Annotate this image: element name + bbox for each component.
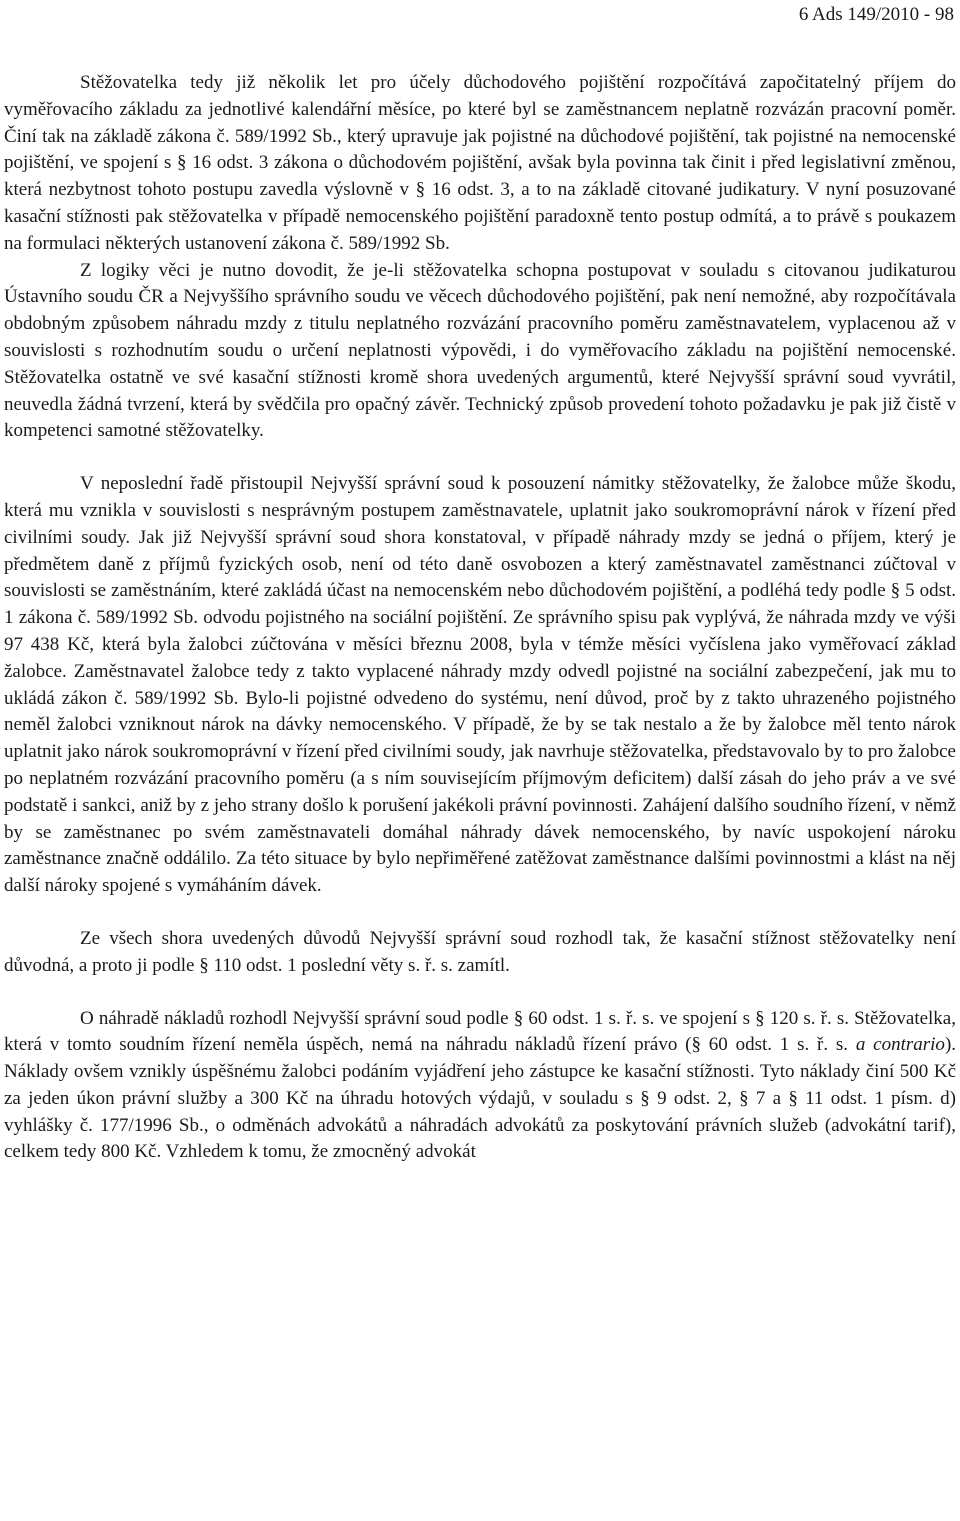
paragraph-4: [4, 926, 956, 980]
paragraph-5-text-start: O náhradě nákladů rozhodl Nejvyšší správní soud podle § 60 odst. 1 s. ř. s. ve spojení s § 120 s. ř. s. Stěžovatelka, která v tomto soudním řízení neměla úspěch, nemá na náhradu nákladů řízení právo (§ 60 odst. 1 s. ř. s.: [4, 1007, 956, 1056]
paragraph-4-text: Ze všech shora uvedených důvodů Nejvyšší správní soud rozhodl tak, že kasační stížnost stěžovatelky není důvodná, a proto ji podle § 110 odst. 1 poslední věty s. ř. s. zamítl.: [4, 927, 956, 976]
paragraph-5-text-end: ). Náklady ovšem vznikly úspěšnému žalobci podáním vyjádření jeho zástupce ke kasační stížnosti. Tyto náklady činí 500 Kč za jeden úkon právní služby a 300 Kč na úhradu hotových výdajů, v souladu s § 9 odst. 2, § 7 a § 11 odst. 1 písm. d) vyhlášky č. 177/1996 Sb., o odměnách advokátů a náhradách advokátů za poskytování právních služeb (advokátní tarif), celkem tedy 800 Kč. Vzhledem k tomu, že zmocněný advokát: [4, 1034, 957, 1163]
paragraph-2: [4, 258, 956, 446]
paragraph-5-latin-term: a contrario: [855, 1034, 945, 1056]
paragraph-5: [4, 1006, 956, 1167]
document-body: [4, 70, 956, 1166]
paragraph-1-text: Stěžovatelka tedy již několik let pro účely důchodového pojištění rozpočítává započitatelný příjem do vyměřovacího základu za jednotlivé kalendářní měsíce, po které byl se zaměstnancem neplatně rozvázán pracovní poměr. Činí tak na základě zákona č. 589/1992 Sb., který upravuje jak pojistné na důchodové pojištění, tak pojistné na nemocenské pojištění, ve spojení s § 16 odst. 3 zákona o důchodovém pojištění, avšak byla povinna tak činit i před legislativní změnou, která nezbytnost tohoto postupu zavedla výslovně v § 16 odst. 3, a to na základě citované judikatury. V nyní posuzované kasační stížnosti pak stěžovatelka v případě nemocenského pojištění paradoxně tento postup odmítá, a to právě s poukazem na formulaci některých ustanovení zákona č. 589/1992 Sb.: [4, 72, 956, 254]
paragraph-1: [4, 70, 956, 258]
paragraph-3-text: V neposlední řadě přistoupil Nejvyšší správní soud k posouzení námitky stěžovatelky, že žalobce může škodu, která mu vznikla v souvislosti s nesprávným postupem zaměstnavatele, uplatnit jako soukromoprávní nárok v řízení před civilními soudy. Jak již Nejvyšší správní soud shora konstatoval, v případě náhrady mzdy se jedná o příjem, který je předmětem daně z příjmů fyzických osob, není od této daně osvobozen a který zaměstnavatel zaměstnanci zúčtoval v souvislosti se zaměstnáním, které zakládá účast na nemocenském nebo důchodovém pojištění, a podléhá tedy podle § 5 odst. 1 zákona č. 589/1992 Sb. odvodu pojistného na sociální pojištění. Ze správního spisu pak vyplývá, že náhrada mzdy ve výši 97 438 Kč, která byla žalobci zúčtována v měsíci březnu 2008, byla v témže měsíci vyčíslena jako vyměřovací základ žalobce. Zaměstnavatel žalobce tedy z takto vyplacené náhrady mzdy odvedl pojistné na sociální zabezpečení, jak mu to ukládá zákon č. 589/1992 Sb. Bylo-li pojistné odvedeno do systému, není důvod, proč by z takto uhrazeného pojistného neměl žalobci vzniknout nárok na dávky nemocenského. V případě, že by se tak nestalo a že by žalobce měl tento nárok uplatnit jako nárok soukromoprávní v řízení před civilními soudy, jak navrhuje stěžovatelka, představovalo by to pro žalobce po neplatném rozvázání pracovního poměru (a s ním souvisejícím příjmovým deficitem) další zásah do jeho práv a ve své podstatě i sankci, aniž by z jeho strany došlo k porušení jakékoli právní povinnosti. Zahájení dalšího soudního řízení, v němž by se zaměstnanec po svém zaměstnavateli domáhal náhrady dávek nemocenského, by navíc uspokojení nároku zaměstnance značně oddálilo. Za této situace by bylo nepřiměřené zatěžovat zaměstnance dalšími povinnostmi a klást na něj další nároky spojené s vymáháním dávek.: [4, 473, 956, 897]
paragraph-2-text: Z logiky věci je nutno dovodit, že je-li stěžovatelka schopna postupovat v souladu s citovanou judikaturou Ústavního soudu ČR a Nejvyššího správního soudu ve věcech důchodového pojištění, pak není nemožné, aby rozpočítávala obdobným způsobem náhradu mzdy z titulu neplatného rozvázání pracovního poměru zaměstnavatelem, vyplacenou až v souvislosti s rozhodnutím soudu o určení neplatnosti výpovědi, i do vyměřovacího základu na pojištění nemocenské. Stěžovatelka ostatně ve své kasační stížnosti kromě shora uvedených argumentů, které Nejvyšší správní soud vyvrátil, neuvedla žádná tvrzení, která by svědčila pro opačný závěr. Technický způsob provedení tohoto požadavku je pak již čistě v kompetenci samotné stěžovatelky.: [4, 259, 956, 442]
page-header-case-number: 6 Ads 149/2010 - 98: [798, 4, 954, 25]
paragraph-3: [4, 471, 956, 900]
